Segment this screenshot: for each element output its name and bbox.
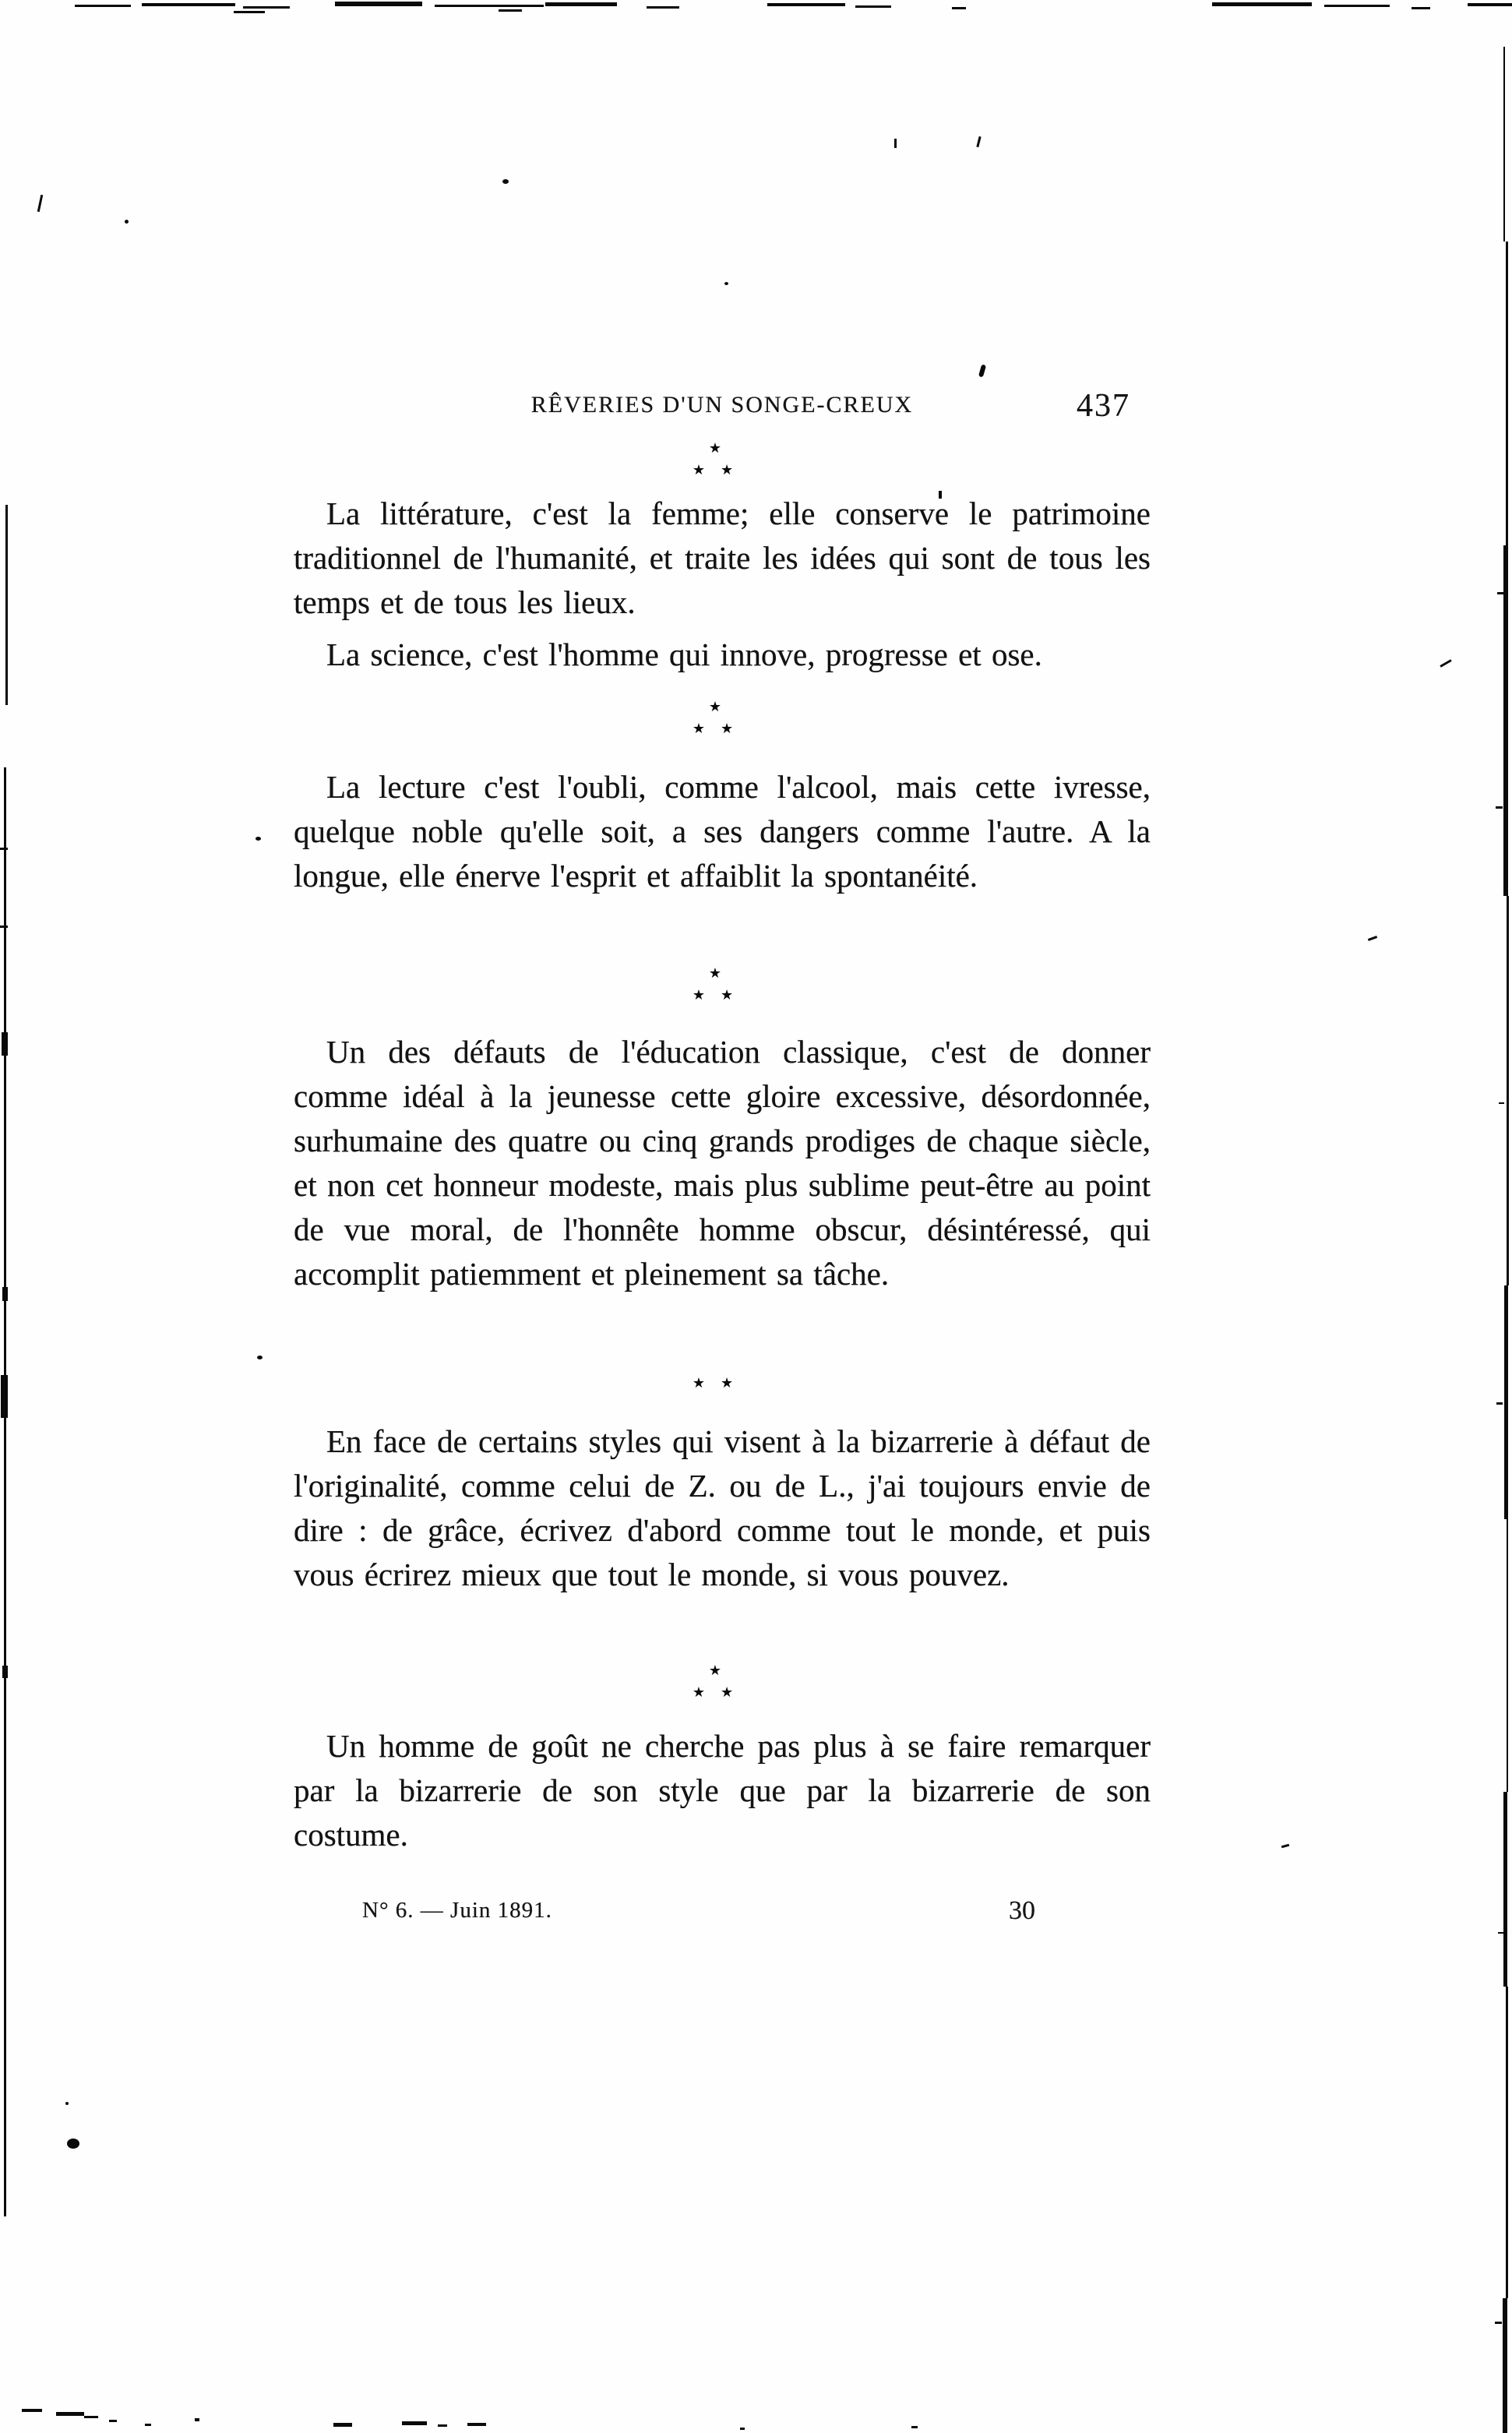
asterism-star-icon: ★ xyxy=(721,987,749,1003)
asterism-star-icon: ★ xyxy=(708,1663,722,1679)
asterism-star-icon: ★ xyxy=(708,699,722,715)
asterism-separator xyxy=(284,700,1141,737)
asterism-star-icon: ★ xyxy=(708,965,722,982)
asterism-separator xyxy=(284,1370,1141,1391)
running-head xyxy=(294,388,1151,424)
paragraph: La lecture c'est l'oubli, comme l'alcool, mais cette ivresse, quelque noble qu'elle soit, a ses dangers comme l'autre. A la longue, elle énerve l'esprit et affaiblit la spontanéité. xyxy=(294,769,1151,894)
asterism-star-icon: ★ xyxy=(708,440,722,457)
asterism-star-icon: ★ xyxy=(721,462,749,478)
asterism-star-icon: ★ xyxy=(692,462,721,478)
asterism-star-icon: ★ xyxy=(692,987,721,1003)
asterism-star-icon: ★ xyxy=(692,1375,721,1391)
page-number: 437 xyxy=(1077,388,1130,424)
asterism-separator xyxy=(284,966,1141,1003)
asterism-separator xyxy=(284,441,1141,478)
paragraph: Un homme de goût ne cherche pas plus à se faire remarquer par la bizarrerie de son style que par la bizarrerie de son costume. xyxy=(294,1728,1151,1853)
signature-number: 30 xyxy=(1009,1896,1035,1925)
asterism-star-icon: ★ xyxy=(692,721,721,737)
page-title: RÊVERIES D'UN SONGE-CREUX xyxy=(530,392,914,418)
asterism-separator xyxy=(284,1663,1141,1701)
asterism-star-icon: ★ xyxy=(692,1684,721,1701)
asterism-star-icon: ★ xyxy=(721,721,749,737)
issue-label: N° 6. — Juin 1891. xyxy=(362,1898,552,1923)
paragraph: La science, c'est l'homme qui innove, progresse et ose. xyxy=(326,636,1042,672)
asterism-star-icon: ★ xyxy=(721,1684,749,1701)
paragraph: La littérature, c'est la femme; elle conserve le patrimoine traditionnel de l'humanité, et traite les idées qui sont de tous les temps et de tous les lieux. xyxy=(294,495,1151,620)
paragraph: Un des défauts de l'éducation classique, c'est de donner comme idéal à la jeunesse cette gloire excessive, désordonnée, surhumaine des quatre ou cinq grands prodiges de chaque siècle, et non cet honneur modeste, mais plus sublime peut-être au point de vue moral, de l'honnête homme obscur, désintéressé, qui accomplit patiemment et pleinement sa tâche. xyxy=(294,1034,1151,1292)
asterism-star-icon: ★ xyxy=(721,1375,749,1391)
paragraph: En face de certains styles qui visent à la bizarrerie à défaut de l'originalité, comme celui de Z. ou de L., j'ai toujours envie de dire : de grâce, écrivez d'abord comme tout le monde, et puis vous écrirez mieux que tout le monde, si vous pouvez. xyxy=(294,1423,1151,1592)
